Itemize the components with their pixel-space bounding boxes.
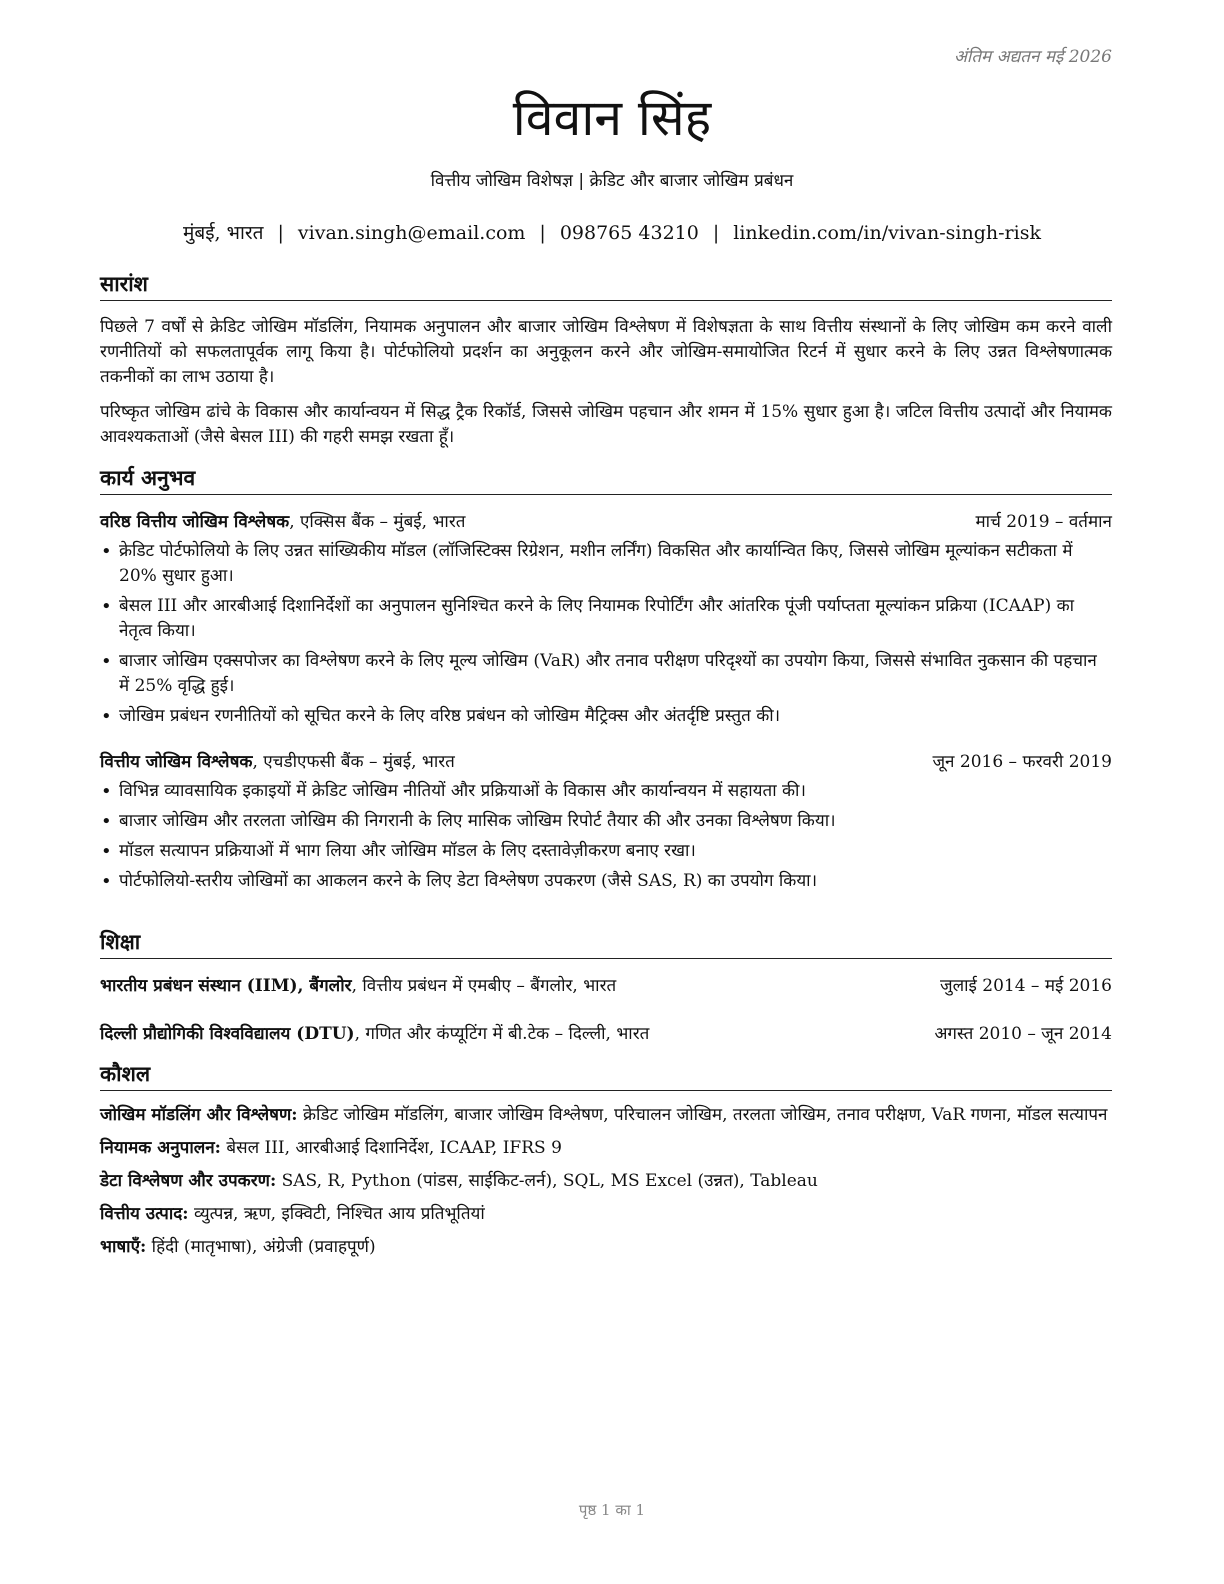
tagline: वित्तीय जोखिम विशेषज्ञ | क्रेडिट और बाजार जोखिम प्रबंधन xyxy=(430,171,794,191)
education-dates: अगस्त 2010 – जून 2014 xyxy=(934,1024,1112,1044)
skill-key: नियामक अनुपालन: xyxy=(100,1138,221,1158)
skill-key: जोखिम मॉडलिंग और विश्लेषण: xyxy=(100,1105,298,1125)
job-bullet: • बेसल III और आरबीआई दिशानिर्देशों का अनुपालन सुनिश्चित करने के लिए नियामक रिपोर्टिंग और आंतरिक पूंजी पर्याप्तता मूल्यांकन प्रक्रिया (ICAAP) का नेतृत्व किया। xyxy=(100,594,1112,644)
skill-row xyxy=(100,1169,1112,1194)
job-bullet: • क्रेडिट पोर्टफोलियो के लिए उन्नत सांख्यिकीय मॉडल (लॉजिस्टिक्स रिग्रेशन, मशीन लर्निंग) विकसित और कार्यान्वित किए, जिससे जोखिम मूल्यांकन सटीकता में 20% सुधार हुआ। xyxy=(100,539,1112,589)
job-org: , एक्सिस बैंक – मुंबई, भारत xyxy=(289,512,466,532)
summary-section xyxy=(100,270,1112,450)
job-bullets xyxy=(100,779,1112,894)
education-dates: जुलाई 2014 – मई 2016 xyxy=(939,976,1112,996)
job-entry xyxy=(100,749,1112,894)
job-entry xyxy=(100,509,1112,729)
candidate-name: विवान सिंह xyxy=(512,89,712,147)
education-section xyxy=(100,928,1112,1047)
skill-key: वित्तीय उत्पाद: xyxy=(100,1204,189,1224)
education-entry xyxy=(100,1021,1112,1047)
job-bullet: • बाजार जोखिम और तरलता जोखिम की निगरानी के लिए मासिक जोखिम रिपोर्ट तैयार की और उनका विश्लेषण किया। xyxy=(100,809,1112,834)
job-role: वित्तीय जोखिम विश्लेषक xyxy=(100,752,253,772)
contact-separator: | xyxy=(712,222,720,244)
section-title-skills: कौशल xyxy=(100,1060,1112,1091)
job-bullet: • पोर्टफोलियो-स्तरीय जोखिमों का आकलन करने के लिए डेटा विश्लेषण उपकरण (जैसे SAS, R) का उपयोग किया। xyxy=(100,869,1112,894)
job-dates: जून 2016 – फरवरी 2019 xyxy=(932,752,1112,772)
job-role: वरिष्ठ वित्तीय जोखिम विश्लेषक xyxy=(100,512,290,532)
contact-separator: | xyxy=(539,222,546,244)
skill-key: डेटा विश्लेषण और उपकरण: xyxy=(100,1171,277,1191)
skill-row xyxy=(100,1235,1112,1260)
page-number: पृष्ठ 1 का 1 xyxy=(578,1501,646,1519)
contact-linkedin[interactable]: linkedin.com/in/vivan-singh-risk xyxy=(733,222,1041,244)
job-header xyxy=(100,509,1112,535)
skill-row xyxy=(100,1136,1112,1161)
section-title-education: शिक्षा xyxy=(100,928,1112,959)
section-title-experience: कार्य अनुभव xyxy=(100,464,1112,495)
skill-value: बेसल III, आरबीआई दिशानिर्देश, ICAAP, IFRS 9 xyxy=(220,1138,562,1158)
education-detail: , गणित और कंप्यूटिंग में बी.टेक – दिल्ली, भारत xyxy=(354,1024,650,1044)
job-bullets xyxy=(100,539,1112,729)
skill-key: भाषाएँ: xyxy=(100,1237,147,1257)
contact-phone: 098765 43210 xyxy=(559,222,699,244)
skill-row xyxy=(100,1103,1112,1128)
section-title-summary: सारांश xyxy=(100,270,1112,301)
skill-value: हिंदी (मातृभाषा), अंग्रेजी (प्रवाहपूर्ण) xyxy=(146,1237,376,1257)
job-dates: मार्च 2019 – वर्तमान xyxy=(975,512,1112,532)
skill-value: क्रेडिट जोखिम मॉडलिंग, बाजार जोखिम विश्लेषण, परिचालन जोखिम, तरलता जोखिम, तनाव परीक्षण, VaR गणना, मॉडल सत्यापन xyxy=(297,1105,1108,1125)
skill-value: SAS, R, Python (पांडस, साईकिट-लर्न), SQL, MS Excel (उन्नत), Tableau xyxy=(276,1171,818,1191)
contact-line xyxy=(0,219,1224,245)
job-bullet: • बाजार जोखिम एक्सपोजर का विश्लेषण करने के लिए मूल्य जोखिम (VaR) और तनाव परीक्षण परिदृश्यों का उपयोग किया, जिससे संभावित नुकसान की पहचान में 25% वृद्धि हुई। xyxy=(100,649,1112,699)
job-bullet: • विभिन्न व्यावसायिक इकाइयों में क्रेडिट जोखिम नीतियों और प्रक्रियाओं के विकास और कार्यान्वयन में सहायता की। xyxy=(100,779,1112,804)
contact-separator: | xyxy=(277,222,284,244)
job-org: , एचडीएफसी बैंक – मुंबई, भारत xyxy=(252,752,455,772)
skills-section xyxy=(100,1060,1112,1268)
education-school: भारतीय प्रबंधन संस्थान (IIM), बैंगलोर xyxy=(100,976,352,996)
job-bullet: • जोखिम प्रबंधन रणनीतियों को सूचित करने के लिए वरिष्ठ प्रबंधन को जोखिम मैट्रिक्स और अंतर्दृष्टि प्रस्तुत की। xyxy=(100,704,1112,729)
summary-paragraph: पिछले 7 वर्षों से क्रेडिट जोखिम मॉडलिंग, नियामक अनुपालन और बाजार जोखिम विश्लेषण में विशेषज्ञता के साथ वित्तीय संस्थानों के लिए जोखिम कम करने वाली रणनीतियों को सफलतापूर्वक लागू किया है। पोर्टफोलियो प्रदर्शन का अनुकूलन करने और जोखिम-समायोजित रिटर्न में सुधार करने के लिए उन्नत विश्लेषणात्मक तकनीकों का लाभ उठाया है। xyxy=(100,317,1112,387)
contact-location: मुंबई, भारत xyxy=(183,222,264,244)
education-entry xyxy=(100,973,1112,999)
experience-section xyxy=(100,464,1112,899)
education-detail: , वित्तीय प्रबंधन में एमबीए – बैंगलोर, भारत xyxy=(351,976,617,996)
summary-paragraph: परिष्कृत जोखिम ढांचे के विकास और कार्यान्वयन में सिद्ध ट्रैक रिकॉर्ड, जिससे जोखिम पहचान और शमन में 15% सुधार हुआ है। जटिल वित्तीय उत्पादों और नियामक आवश्यकताओं (जैसे बेसल III) की गहरी समझ रखता हूँ। xyxy=(100,402,1112,447)
education-school: दिल्ली प्रौद्योगिकी विश्वविद्यालय (DTU) xyxy=(100,1024,355,1044)
job-bullet: • मॉडल सत्यापन प्रक्रियाओं में भाग लिया और जोखिम मॉडल के लिए दस्तावेज़ीकरण बनाए रखा। xyxy=(100,839,1112,864)
contact-email[interactable]: vivan.singh@email.com xyxy=(297,222,526,244)
job-header xyxy=(100,749,1112,775)
last-updated: अंतिम अद्यतन मई 2026 xyxy=(953,47,1112,67)
skill-row xyxy=(100,1202,1112,1227)
skill-value: व्युत्पन्न, ऋण, इक्विटी, निश्चित आय प्रतिभूतियां xyxy=(188,1204,485,1224)
